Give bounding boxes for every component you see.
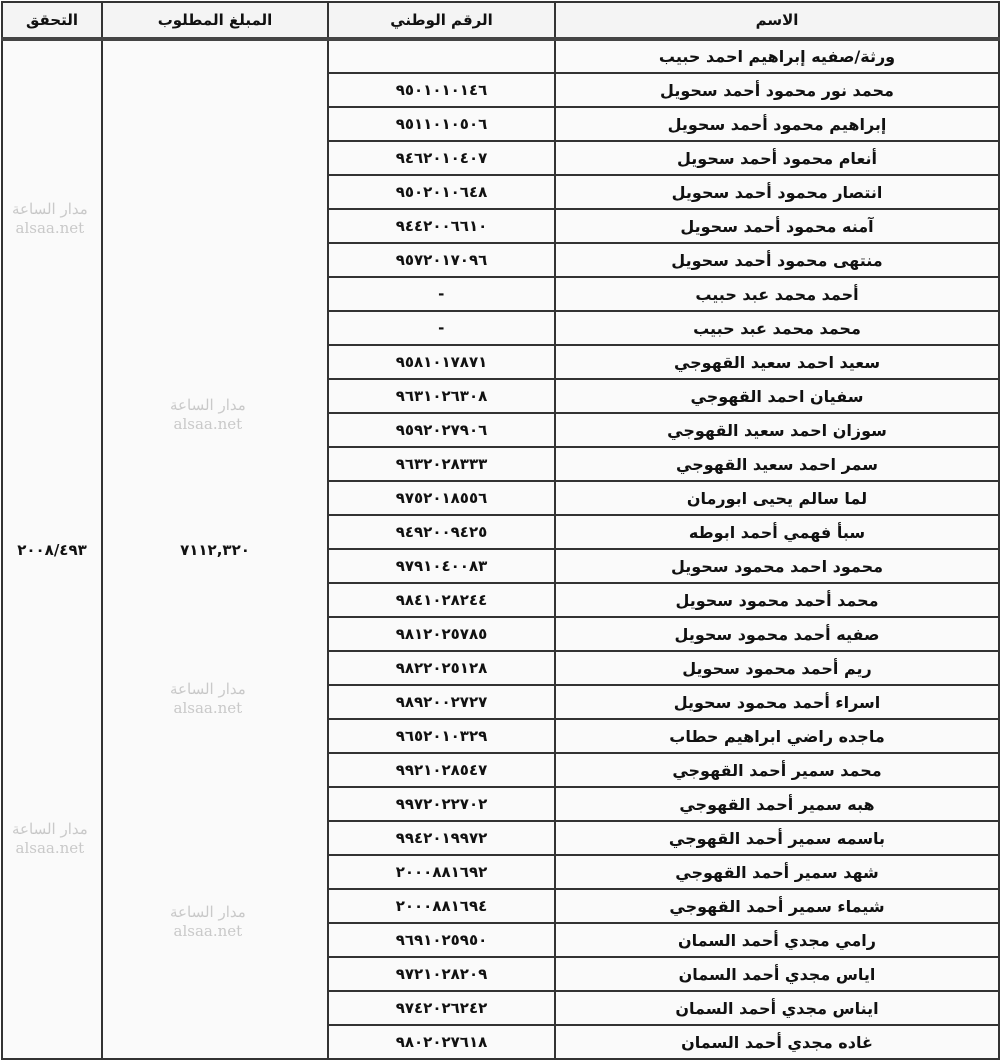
national-id-cell: -: [328, 311, 555, 345]
national-id-cell: ٩٧٩١٠٤٠٠٨٣: [328, 549, 555, 583]
watermark-latin: alsaa.net: [15, 839, 85, 857]
table-row: [2, 39, 999, 73]
national-id-cell: ٩٨٩٢٠٠٢٧٢٧: [328, 685, 555, 719]
name-cell: سعيد احمد سعيد القهوجي: [555, 345, 999, 379]
name-cell: منتهى محمود أحمد سحويل: [555, 243, 999, 277]
header-name: الاسم: [555, 2, 999, 39]
name-cell: آمنه محمود أحمد سحويل: [555, 209, 999, 243]
national-id-cell: [328, 39, 555, 73]
watermark-latin: alsaa.net: [173, 922, 243, 940]
name-cell: أنعام محمود أحمد سحويل: [555, 141, 999, 175]
national-id-cell: ٩٨٤١٠٢٨٢٤٤: [328, 583, 555, 617]
watermark-latin: alsaa.net: [173, 415, 243, 433]
national-id-cell: -: [328, 277, 555, 311]
national-id-cell: ٩٤٦٢٠١٠٤٠٧: [328, 141, 555, 175]
national-id-cell: ٢٠٠٠٨٨١٦٩٤: [328, 889, 555, 923]
name-cell: صفيه أحمد محمود سحويل: [555, 617, 999, 651]
national-id-cell: ٩٧٤٢٠٢٦٢٤٢: [328, 991, 555, 1025]
verification-cell: ٢٠٠٨/٤٩٣: [2, 39, 102, 1059]
name-cell: باسمه سمير أحمد القهوجي: [555, 821, 999, 855]
watermark-arabic: مدار الساعة: [170, 680, 246, 698]
name-cell: أحمد محمد عبد حبيب: [555, 277, 999, 311]
name-cell: هبه سمير أحمد القهوجي: [555, 787, 999, 821]
name-cell: ماجده راضي ابراهيم حطاب: [555, 719, 999, 753]
name-cell: محمد محمد عبد حبيب: [555, 311, 999, 345]
national-id-cell: ٩٦٩١٠٢٥٩٥٠: [328, 923, 555, 957]
national-id-cell: ٩٧٥٢٠١٨٥٥٦: [328, 481, 555, 515]
national-id-cell: ٩٥٠٢٠١٠٦٤٨: [328, 175, 555, 209]
name-cell: غاده مجدي أحمد السمان: [555, 1025, 999, 1059]
amount-cell: ٧١١٢,٣٢٠: [102, 39, 328, 1059]
watermark-latin: alsaa.net: [173, 699, 243, 717]
name-cell: اسراء أحمد محمود سحويل: [555, 685, 999, 719]
watermark-arabic: مدار الساعة: [12, 200, 88, 218]
header-amount: المبلغ المطلوب: [102, 2, 328, 39]
national-id-cell: ٩٩٧٢٠٢٢٧٠٢: [328, 787, 555, 821]
national-id-cell: ٩٧٢١٠٢٨٢٠٩: [328, 957, 555, 991]
header-verification: التحقق: [2, 2, 102, 39]
national-id-cell: ٩٥٩٢٠٢٧٩٠٦: [328, 413, 555, 447]
national-id-cell: ٩٤٩٢٠٠٩٤٢٥: [328, 515, 555, 549]
national-id-cell: ٩٩٢١٠٢٨٥٤٧: [328, 753, 555, 787]
national-id-cell: ٩٨٠٢٠٢٧٦١٨: [328, 1025, 555, 1059]
national-id-cell: ٩٦٥٢٠١٠٣٢٩: [328, 719, 555, 753]
header-national-id: الرقم الوطني: [328, 2, 555, 39]
name-cell: محمد أحمد محمود سحويل: [555, 583, 999, 617]
national-id-cell: ٩٨١٢٠٢٥٧٨٥: [328, 617, 555, 651]
name-cell: ورثة/صفيه إبراهيم احمد حبيب: [555, 39, 999, 73]
name-cell: سفيان احمد القهوجي: [555, 379, 999, 413]
name-cell: محمد نور محمود أحمد سحويل: [555, 73, 999, 107]
national-id-cell: ٩٥١١٠١٠٥٠٦: [328, 107, 555, 141]
national-id-cell: ٩٤٤٢٠٠٦٦١٠: [328, 209, 555, 243]
national-id-cell: ٩٥٧٢٠١٧٠٩٦: [328, 243, 555, 277]
name-cell: ايناس مجدي أحمد السمان: [555, 991, 999, 1025]
watermark-arabic: مدار الساعة: [12, 820, 88, 838]
national-id-cell: ٩٥٠١٠١٠١٤٦: [328, 73, 555, 107]
watermark-latin: alsaa.net: [15, 219, 85, 237]
national-id-cell: ٩٦٣١٠٢٦٣٠٨: [328, 379, 555, 413]
header-row: [2, 2, 999, 39]
national-id-cell: ٩٩٤٢٠١٩٩٧٢: [328, 821, 555, 855]
name-cell: انتصار محمود أحمد سحويل: [555, 175, 999, 209]
name-cell: ريم أحمد محمود سحويل: [555, 651, 999, 685]
name-cell: شيماء سمير أحمد القهوجي: [555, 889, 999, 923]
heirs-table: [1, 1, 1000, 1060]
national-id-cell: ٩٨٢٢٠٢٥١٢٨: [328, 651, 555, 685]
national-id-cell: ٩٦٣٢٠٢٨٣٣٣: [328, 447, 555, 481]
name-cell: لما سالم يحيى ابورمان: [555, 481, 999, 515]
name-cell: سوزان احمد سعيد القهوجي: [555, 413, 999, 447]
name-cell: اياس مجدي أحمد السمان: [555, 957, 999, 991]
national-id-cell: ٢٠٠٠٨٨١٦٩٢: [328, 855, 555, 889]
watermark-arabic: مدار الساعة: [170, 396, 246, 414]
name-cell: محمود احمد محمود سحويل: [555, 549, 999, 583]
name-cell: سمر احمد سعيد القهوجي: [555, 447, 999, 481]
watermark-arabic: مدار الساعة: [170, 903, 246, 921]
name-cell: رامي مجدي أحمد السمان: [555, 923, 999, 957]
name-cell: إبراهيم محمود أحمد سحويل: [555, 107, 999, 141]
national-id-cell: ٩٥٨١٠١٧٨٧١: [328, 345, 555, 379]
name-cell: محمد سمير أحمد القهوجي: [555, 753, 999, 787]
name-cell: شهد سمير أحمد القهوجي: [555, 855, 999, 889]
name-cell: سبأ فهمي أحمد ابوطه: [555, 515, 999, 549]
